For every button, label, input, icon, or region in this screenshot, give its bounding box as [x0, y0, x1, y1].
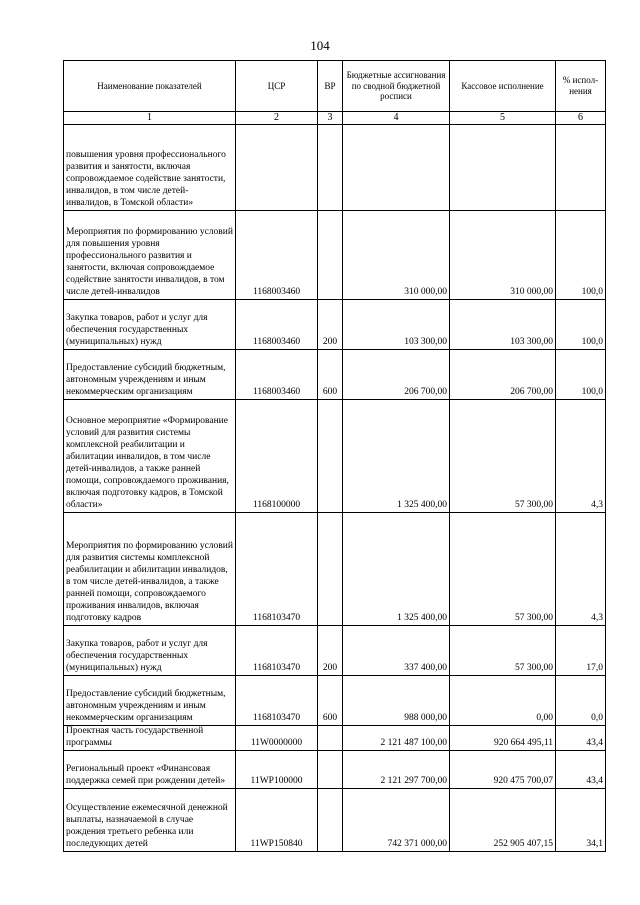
- cell-cash: 57 300,00: [450, 400, 556, 513]
- cell-csr: 1168103470: [236, 676, 318, 726]
- cell-pct: 100,0: [556, 300, 606, 350]
- cell-vr: 600: [318, 350, 343, 400]
- cell-csr: 1168003460: [236, 350, 318, 400]
- cell-csr: 1168003460: [236, 300, 318, 350]
- table-row: [64, 513, 606, 626]
- cell-name: повышения уровня профессионального развития и занятости, включая сопровождаемое содействие занятости, инвалидов, в том числе детей-инвалидов, в Томской области»: [64, 125, 236, 211]
- column-number-row: [64, 112, 606, 125]
- cell-pct: 34,1: [556, 789, 606, 852]
- cell-csr: [236, 125, 318, 211]
- cell-pct: 100,0: [556, 211, 606, 300]
- table-row: [64, 751, 606, 789]
- column-number: 6: [556, 112, 606, 125]
- cell-vr: [318, 125, 343, 211]
- cell-cash: 57 300,00: [450, 626, 556, 676]
- cell-csr: 1168100000: [236, 400, 318, 513]
- cell-budget: 742 371 000,00: [343, 789, 450, 852]
- cell-csr: 11WP100000: [236, 751, 318, 789]
- cell-name: Проектная часть государственной программы: [64, 726, 236, 751]
- cell-vr: [318, 211, 343, 300]
- cell-name: Региональный проект «Финансовая поддержка семей при рождении детей»: [64, 751, 236, 789]
- column-number: 4: [343, 112, 450, 125]
- column-number: 2: [236, 112, 318, 125]
- cell-budget: 103 300,00: [343, 300, 450, 350]
- cell-cash: [450, 125, 556, 211]
- table-row: [64, 211, 606, 300]
- cell-pct: 17,0: [556, 626, 606, 676]
- cell-name: Мероприятия по формированию условий для развития системы комплексной реабилитации и абилитации инвалидов, в том числе детей-инвалидов, а также ранней помощи, сопровождаемого проживания инвалидов, включая подготовку кадров: [64, 513, 236, 626]
- column-number: 1: [64, 112, 236, 125]
- table-row: [64, 400, 606, 513]
- cell-budget: 1 325 400,00: [343, 513, 450, 626]
- cell-pct: 43,4: [556, 726, 606, 751]
- cell-cash: 57 300,00: [450, 513, 556, 626]
- cell-vr: [318, 513, 343, 626]
- cell-budget: 2 121 297 700,00: [343, 751, 450, 789]
- cell-name: Мероприятия по формированию условий для повышения уровня профессионального развития и занятости, включая сопровождаемое содействие занятости инвалидов, в том числе детей-инвалидов: [64, 211, 236, 300]
- cell-cash: 920 475 700,07: [450, 751, 556, 789]
- header-budget: Бюджетные ассигнования по сводной бюджетной росписи: [343, 61, 450, 112]
- cell-name: Осуществление ежемесячной денежной выплаты, назначаемой в случае рождения третьего ребенка или последующих детей: [64, 789, 236, 852]
- table-row: [64, 789, 606, 852]
- cell-budget: [343, 125, 450, 211]
- cell-vr: [318, 751, 343, 789]
- cell-vr: 200: [318, 300, 343, 350]
- cell-vr: [318, 789, 343, 852]
- cell-cash: 206 700,00: [450, 350, 556, 400]
- page-number: 104: [310, 38, 330, 53]
- cell-budget: 310 000,00: [343, 211, 450, 300]
- table-row: [64, 626, 606, 676]
- cell-vr: [318, 400, 343, 513]
- cell-csr: 11W0000000: [236, 726, 318, 751]
- table-row: [64, 300, 606, 350]
- header-pct: % испол-нения: [556, 61, 606, 112]
- cell-vr: 600: [318, 676, 343, 726]
- cell-csr: 11WP150840: [236, 789, 318, 852]
- cell-pct: 43,4: [556, 751, 606, 789]
- cell-budget: 2 121 487 100,00: [343, 726, 450, 751]
- cell-csr: 1168103470: [236, 513, 318, 626]
- cell-name: Предоставление субсидий бюджетным, автономным учреждениям и иным некоммерческим организациям: [64, 350, 236, 400]
- cell-pct: [556, 125, 606, 211]
- header-cash: Кассовое исполнение: [450, 61, 556, 112]
- cell-cash: 252 905 407,15: [450, 789, 556, 852]
- cell-cash: 0,00: [450, 676, 556, 726]
- cell-name: Закупка товаров, работ и услуг для обеспечения государственных (муниципальных) нужд: [64, 626, 236, 676]
- cell-pct: 4,3: [556, 513, 606, 626]
- header-vr: ВР: [318, 61, 343, 112]
- cell-cash: 310 000,00: [450, 211, 556, 300]
- header-name: Наименование показателей: [64, 61, 236, 112]
- header-csr: ЦСР: [236, 61, 318, 112]
- cell-pct: 4,3: [556, 400, 606, 513]
- cell-name: Закупка товаров, работ и услуг для обеспечения государственных (муниципальных) нужд: [64, 300, 236, 350]
- cell-vr: 200: [318, 626, 343, 676]
- column-number: 5: [450, 112, 556, 125]
- table-row: [64, 726, 606, 751]
- table-row: [64, 350, 606, 400]
- column-number: 3: [318, 112, 343, 125]
- cell-budget: 988 000,00: [343, 676, 450, 726]
- header-row: [64, 61, 606, 112]
- budget-table: [63, 60, 606, 852]
- cell-budget: 206 700,00: [343, 350, 450, 400]
- cell-name: Основное мероприятие «Формирование условий для развития системы комплексной реабилитации и абилитации инвалидов, в том числе детей-инвалидов, а также ранней помощи, сопровождаемого проживания, включая подготовку кадров, в Томской области»: [64, 400, 236, 513]
- cell-csr: 1168103470: [236, 626, 318, 676]
- table-row: [64, 125, 606, 211]
- cell-budget: 337 400,00: [343, 626, 450, 676]
- cell-csr: 1168003460: [236, 211, 318, 300]
- cell-cash: 103 300,00: [450, 300, 556, 350]
- cell-vr: [318, 726, 343, 751]
- cell-budget: 1 325 400,00: [343, 400, 450, 513]
- cell-name: Предоставление субсидий бюджетным, автономным учреждениям и иным некоммерческим организациям: [64, 676, 236, 726]
- cell-pct: 0,0: [556, 676, 606, 726]
- cell-pct: 100,0: [556, 350, 606, 400]
- cell-cash: 920 664 495,11: [450, 726, 556, 751]
- table-row: [64, 676, 606, 726]
